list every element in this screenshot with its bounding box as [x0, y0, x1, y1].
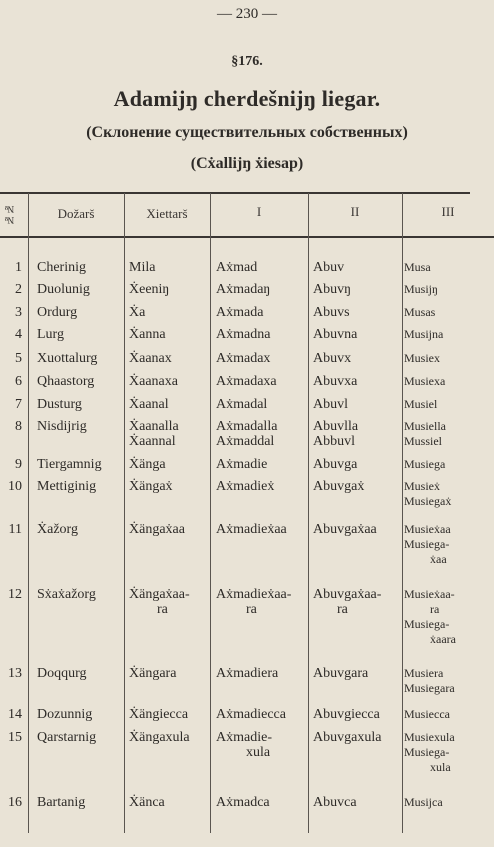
ending-cell: Ẋanna — [129, 327, 166, 342]
row-number: 16 — [8, 795, 22, 810]
declension-3-cell: Musiex — [404, 351, 440, 365]
table-header-rule — [0, 236, 494, 238]
column-divider — [28, 193, 29, 833]
ending-cell: Ẋaannal — [129, 434, 176, 449]
subtitle-ingush: (Cẋallijŋ ẋiesap) — [190, 155, 304, 172]
row-number: 14 — [8, 707, 22, 722]
declension-3-cell: Musiexa — [404, 374, 446, 388]
declension-3-cell: Musiega- — [404, 617, 450, 631]
case-name: Duolunig — [37, 282, 90, 297]
declension-3-cell: Musiera — [404, 666, 444, 680]
row-number: 1 — [15, 260, 22, 275]
declension-3-cell: Musiella — [404, 419, 446, 433]
declension-2-cell: Abuvgara — [313, 666, 369, 681]
case-name: Lurg — [37, 327, 64, 342]
declension-3-cell: Musa — [404, 260, 431, 274]
declension-1-cell: Aẋmadie- — [216, 730, 272, 745]
ending-cell: Ẋängaẋaa- — [129, 587, 190, 602]
row-number: 4 — [15, 327, 22, 342]
declension-2-cell: Abuvgaẋaa- — [313, 587, 382, 602]
ending-cell: Ẋängaẋaa — [129, 522, 185, 537]
declension-3-cell: Musiegaẋ — [404, 494, 452, 508]
row-number: 2 — [15, 282, 22, 297]
case-name: Nisdijrig — [37, 419, 87, 434]
case-name: Sẋaẋažorg — [37, 587, 96, 602]
declension-2-cell: Abuvŋ — [313, 282, 352, 297]
ending-cell: Ẋängiecca — [129, 707, 189, 722]
header-number: №№ — [4, 203, 15, 225]
declension-3-cell: Musieẋ — [404, 479, 440, 493]
ending-cell: Ẋänga — [129, 457, 166, 472]
declension-1-cell: Aẋmad — [216, 260, 258, 275]
declension-3-cell: Musiegara — [404, 681, 455, 695]
ending-cell: Ẋaanax — [129, 351, 172, 366]
declension-3-cell: Musiega- — [404, 537, 450, 551]
page-number: — 230 — — [217, 6, 277, 22]
declension-3-cell: ra — [430, 602, 440, 616]
ending-cell: Ẋaanal — [129, 397, 169, 412]
declension-2-cell: Abuvgaẋaa — [313, 522, 377, 537]
row-number: 11 — [8, 522, 22, 537]
section-number: §176. — [231, 54, 263, 69]
ending-cell: Ẋängaxula — [129, 730, 190, 745]
declension-2-cell: Abuvca — [313, 795, 357, 810]
declension-3-cell: Musijna — [404, 327, 444, 341]
case-name: Doqqurg — [37, 666, 87, 681]
header-case: Dožarš — [57, 206, 95, 221]
ending-cell: Mila — [129, 260, 156, 275]
column-divider — [210, 193, 211, 833]
declension-2-cell: Abuvgiecca — [313, 707, 380, 722]
declension-2-cell: Abuvgaẋ — [313, 479, 365, 494]
row-number: 13 — [8, 666, 22, 681]
case-name: Ordurg — [37, 305, 78, 320]
declension-3-cell: ẋaara — [430, 632, 456, 646]
ending-cell: Ẋaanalla — [129, 419, 179, 434]
declension-1-cell: Aẋmadiecca — [216, 707, 286, 722]
declension-table — [0, 184, 494, 847]
declension-3-cell: ẋaa — [430, 552, 447, 566]
case-name: Qhaastorg — [37, 374, 95, 389]
case-name: Tiergamnig — [37, 457, 102, 472]
row-number: 3 — [15, 305, 22, 320]
declension-1-cell: xula — [246, 745, 271, 760]
declension-2-cell: Abuvgaxula — [313, 730, 382, 745]
case-name: Cherinig — [37, 260, 86, 275]
row-number: 6 — [15, 374, 22, 389]
row-number: 7 — [15, 397, 22, 412]
header-ending: Xiettarš — [146, 206, 188, 221]
ending-cell: Ẋänca — [129, 795, 165, 810]
case-name: Dusturg — [37, 397, 82, 412]
declension-2-cell: Abuvga — [313, 457, 358, 472]
row-number: 9 — [15, 457, 22, 472]
declension-2-cell: Abuv — [313, 260, 345, 275]
declension-2-cell: Abuvna — [313, 327, 358, 342]
ending-cell: Ẋaanaxa — [129, 374, 178, 389]
header-declension-3: III — [441, 204, 455, 219]
column-divider — [402, 193, 403, 833]
declension-1-cell: Aẋmadalla — [216, 419, 278, 434]
declension-1-cell: Aẋmada — [216, 305, 264, 320]
declension-1-cell: Aẋmadna — [216, 327, 271, 342]
declension-3-cell: Musiega- — [404, 745, 450, 759]
page-title: Adamijŋ cherdešnijŋ liegar. — [113, 86, 381, 111]
ending-cell: Ẋängara — [129, 666, 177, 681]
row-number: 15 — [8, 730, 22, 745]
declension-2-cell: Abuvxa — [313, 374, 358, 389]
declension-1-cell: Aẋmadiera — [216, 666, 279, 681]
ending-cell: ra — [157, 602, 168, 617]
declension-3-cell: Musieẋaa — [404, 522, 451, 536]
declension-1-cell: Aẋmadaŋ — [216, 282, 271, 297]
row-number: 12 — [8, 587, 22, 602]
case-name: Mettiginig — [37, 479, 97, 494]
declension-2-cell: Abuvx — [313, 351, 352, 366]
ending-cell: Ẋängaẋ — [129, 479, 173, 494]
declension-3-cell: Musijca — [404, 795, 443, 809]
case-name: Dozunnig — [37, 707, 93, 722]
subtitle-russian: (Склонение существительных собственных) — [86, 124, 408, 141]
case-name: Xuottalurg — [37, 351, 98, 366]
declension-2-cell: Abuvlla — [313, 419, 359, 434]
declension-3-cell: Musas — [404, 305, 436, 319]
declension-1-cell: Aẋmadieẋaa — [216, 522, 287, 537]
table-top-rule — [0, 192, 470, 194]
row-number: 10 — [8, 479, 22, 494]
declension-1-cell: Aẋmadax — [216, 351, 271, 366]
declension-3-cell: Musiecca — [404, 707, 450, 721]
case-name: Bartanig — [37, 795, 86, 810]
declension-3-cell: Musiexula — [404, 730, 455, 744]
row-number: 5 — [15, 351, 22, 366]
column-divider — [124, 193, 125, 833]
declension-3-cell: Musijŋ — [404, 282, 438, 296]
case-name: Qarstarnig — [37, 730, 97, 745]
declension-3-cell: Musiega — [404, 457, 446, 471]
header-declension-1: I — [256, 204, 262, 219]
declension-1-cell: Aẋmadieẋ — [216, 479, 275, 494]
ending-cell: Ẋeeniŋ — [129, 282, 170, 297]
declension-3-cell: Mussiel — [404, 434, 443, 448]
declension-1-cell: Aẋmadca — [216, 795, 270, 810]
declension-1-cell: Aẋmadie — [216, 457, 268, 472]
header-declension-2: II — [350, 204, 360, 219]
declension-2-cell: Abuvl — [313, 397, 348, 412]
declension-3-cell: xula — [430, 760, 451, 774]
declension-3-cell: Musiel — [404, 397, 438, 411]
declension-1-cell: Aẋmadaxa — [216, 374, 277, 389]
declension-1-cell: Aẋmadieẋaa- — [216, 587, 292, 602]
declension-1-cell: Aẋmadal — [216, 397, 268, 412]
declension-3-cell: Musieẋaa- — [404, 587, 455, 601]
ending-cell: Ẋa — [129, 305, 146, 320]
declension-1-cell: Aẋmaddal — [216, 434, 275, 449]
declension-2-cell: ra — [337, 602, 348, 617]
column-divider — [308, 193, 309, 833]
declension-1-cell: ra — [246, 602, 257, 617]
declension-2-cell: Abbuvl — [313, 434, 355, 449]
declension-2-cell: Abuvs — [313, 305, 350, 320]
row-number: 8 — [15, 419, 22, 434]
case-name: Ẋažorg — [37, 522, 78, 537]
